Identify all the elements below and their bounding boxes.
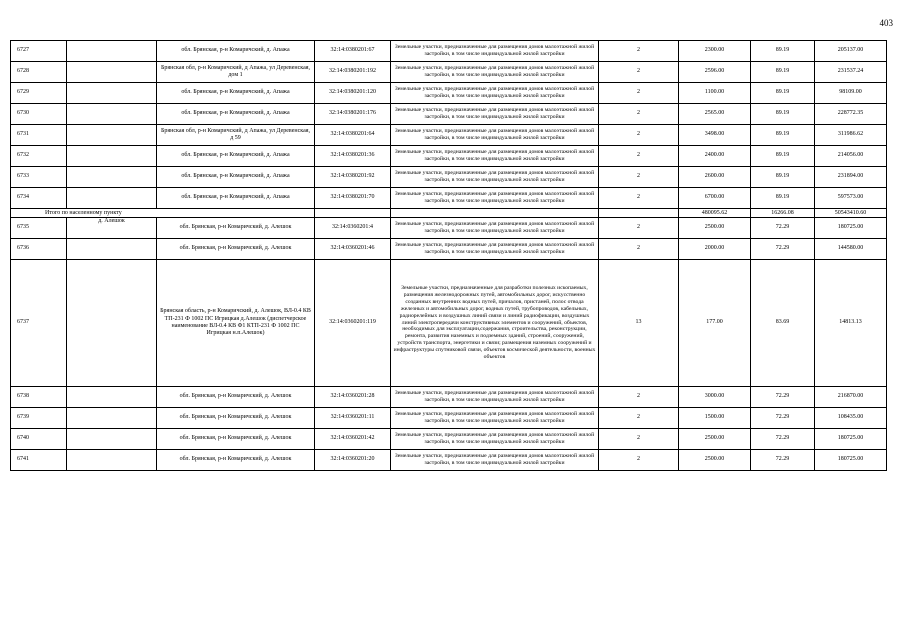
cadastral-value-cell: 98109.00 [815, 83, 887, 104]
settlement-cell [67, 387, 157, 408]
total-area: 480095.62 [679, 209, 751, 218]
row-number: 6740 [11, 429, 67, 450]
cadastral-number-cell: 32:14:0360201:119 [315, 260, 391, 387]
address-cell: Брянская область, р-н Комаричский, д. Алешок, ВЛ-0.4 КВ ТП-231 Ф 1002 ПС Игрицкая д.Алешок (диспетчерское наименование ВЛ-0.4 КВ Ф1 КТП-231 Ф 1002 ПС Игрицкая н.п.Алешок) [157, 260, 315, 387]
area-cell: 1100.00 [679, 83, 751, 104]
area-cell: 2596.00 [679, 62, 751, 83]
cadastral-number-cell: 32:14:0360201:20 [315, 450, 391, 471]
total-cadastral-value: 50543410.60 [815, 209, 887, 218]
specific-value-cell: 89.19 [751, 167, 815, 188]
cadastral-value-cell: 14813.13 [815, 260, 887, 387]
address-cell: обл. Брянская, р-н Комаричский, д. Апажа [157, 167, 315, 188]
row-number: 6733 [11, 167, 67, 188]
group-cell: 2 [599, 429, 679, 450]
group-cell: 2 [599, 188, 679, 209]
cadastral-value-cell: 180725.00 [815, 218, 887, 239]
group-cell: 2 [599, 218, 679, 239]
settlement-total-row [11, 209, 887, 218]
group-cell: 2 [599, 450, 679, 471]
area-cell: 2600.00 [679, 167, 751, 188]
cadastral-number-cell: 32:14:0380201:120 [315, 83, 391, 104]
row-number: 6731 [11, 125, 67, 146]
row-number: 6739 [11, 408, 67, 429]
table-row [11, 188, 887, 209]
cadastral-value-cell: 231894.00 [815, 167, 887, 188]
area-cell: 3000.00 [679, 387, 751, 408]
cadastral-number-cell: 32:14:0360201:28 [315, 387, 391, 408]
table-row [11, 450, 887, 471]
cadastral-value-cell: 180725.00 [815, 429, 887, 450]
settlement-cell [67, 41, 157, 62]
specific-value-cell: 72.29 [751, 429, 815, 450]
land-use-cell: Земельные участки, предназначенные для размещения домов малоэтажной жилой застройки, в том числе индивидуальной жилой застройки [391, 41, 599, 62]
land-use-cell: Земельные участки, предназначенные для размещения домов малоэтажной жилой застройки, в том числе индивидуальной жилой застройки [391, 408, 599, 429]
table-row [11, 125, 887, 146]
area-cell: 2500.00 [679, 429, 751, 450]
settlement-name: д. Алешок [67, 218, 157, 239]
group-cell: 2 [599, 83, 679, 104]
specific-value-cell: 89.19 [751, 125, 815, 146]
area-cell: 2000.00 [679, 239, 751, 260]
cadastral-number-cell: 32:14:0380201:92 [315, 167, 391, 188]
land-use-cell: Земельные участки, предназначенные для размещения домов малоэтажной жилой застройки, в том числе индивидуальной жилой застройки [391, 146, 599, 167]
specific-value-cell: 83.69 [751, 260, 815, 387]
table-row [11, 41, 887, 62]
table-row [11, 104, 887, 125]
cadastral-number-cell: 32:14:0380201:176 [315, 104, 391, 125]
cadastral-value-cell: 597573.00 [815, 188, 887, 209]
group-cell: 13 [599, 260, 679, 387]
cadastral-value-cell: 180725.00 [815, 450, 887, 471]
settlement-cell [67, 408, 157, 429]
cadastral-number-cell: 32:14:0360201:42 [315, 429, 391, 450]
address-cell: обл. Брянская, р-н Комаричский, д. Апажа [157, 104, 315, 125]
specific-value-cell: 72.29 [751, 387, 815, 408]
group-cell: 2 [599, 167, 679, 188]
area-cell: 1500.00 [679, 408, 751, 429]
specific-value-cell: 72.29 [751, 408, 815, 429]
address-cell: обл. Брянская, р-н Комаричский, д. Алешок [157, 239, 315, 260]
group-cell: 2 [599, 146, 679, 167]
row-number: 6735 [11, 218, 67, 239]
row-number: 6732 [11, 146, 67, 167]
land-use-cell: Земельные участки, предназначенные для размещения домов малоэтажной жилой застройки, в том числе индивидуальной жилой застройки [391, 239, 599, 260]
row-number: 6727 [11, 41, 67, 62]
address-cell: обл. Брянская, р-н Комаричский, д. Алешок [157, 218, 315, 239]
row-number: 6729 [11, 83, 67, 104]
row-number: 6738 [11, 387, 67, 408]
address-cell: Брянская обл, р-н Комаричский, д Апажа, ул Деревенская, дом 1 [157, 62, 315, 83]
group-cell: 2 [599, 239, 679, 260]
group-cell: 2 [599, 387, 679, 408]
table-row [11, 387, 887, 408]
cadastral-number-cell: 32:14:0380201:192 [315, 62, 391, 83]
cadastral-value-cell: 108435.00 [815, 408, 887, 429]
specific-value-cell: 89.19 [751, 83, 815, 104]
table-row [11, 408, 887, 429]
area-cell: 2500.00 [679, 450, 751, 471]
settlement-cell [67, 146, 157, 167]
address-cell: обл. Брянская, р-н Комаричский, д. Апажа [157, 146, 315, 167]
row-number: 6734 [11, 188, 67, 209]
land-use-cell: Земельные участки, предназначенные для размещения домов малоэтажной жилой застройки, в том числе индивидуальной жилой застройки [391, 188, 599, 209]
area-cell: 3498.00 [679, 125, 751, 146]
area-cell: 2400.00 [679, 146, 751, 167]
row-number: 6741 [11, 450, 67, 471]
area-cell: 2500.00 [679, 218, 751, 239]
address-cell: Брянская обл, р-н Комаричский, д Апажа, ул Деревенская, д 59 [157, 125, 315, 146]
settlement-cell [67, 83, 157, 104]
land-use-cell: Земельные участки, предназначенные для размещения домов малоэтажной жилой застройки, в том числе индивидуальной жилой застройки [391, 387, 599, 408]
table-row [11, 83, 887, 104]
specific-value-cell: 72.29 [751, 450, 815, 471]
cadastral-value-cell: 214056.00 [815, 146, 887, 167]
row-number: 6737 [11, 260, 67, 387]
group-cell: 2 [599, 408, 679, 429]
group-cell: 2 [599, 62, 679, 83]
land-use-cell: Земельные участки, предназначенные для размещения домов малоэтажной жилой застройки, в том числе индивидуальной жилой застройки [391, 450, 599, 471]
specific-value-cell: 89.19 [751, 146, 815, 167]
address-cell: обл. Брянская, р-н Комаричский, д. Алешок [157, 408, 315, 429]
cadastral-number-cell: 32:14:0360201:4 [315, 218, 391, 239]
cadastral-number-cell: 32:14:0360201:11 [315, 408, 391, 429]
settlement-cell [67, 125, 157, 146]
cadastral-number-cell: 32:14:0380201:70 [315, 188, 391, 209]
specific-value-cell: 89.19 [751, 188, 815, 209]
total-specific-value: 16266.08 [751, 209, 815, 218]
cadastral-value-cell: 228772.35 [815, 104, 887, 125]
land-use-cell: Земельные участки, предназначенные для размещения домов малоэтажной жилой застройки, в том числе индивидуальной жилой застройки [391, 167, 599, 188]
settlement-cell [67, 429, 157, 450]
cadastral-value-cell: 311986.62 [815, 125, 887, 146]
cadastral-value-cell: 144580.00 [815, 239, 887, 260]
specific-value-cell: 89.19 [751, 104, 815, 125]
empty-cell [599, 209, 679, 218]
address-cell: обл. Брянская, р-н Комаричский, д. Алешок [157, 387, 315, 408]
empty-cell [391, 209, 599, 218]
empty-cell [315, 209, 391, 218]
settlement-cell [67, 450, 157, 471]
settlement-cell [67, 104, 157, 125]
settlement-cell [67, 239, 157, 260]
cadastral-value-cell: 231537.24 [815, 62, 887, 83]
area-cell: 177.00 [679, 260, 751, 387]
total-label: Итого по населенному пункту [11, 209, 315, 218]
settlement-cell [67, 167, 157, 188]
group-cell: 2 [599, 125, 679, 146]
cadastral-number-cell: 32:14:0380201:67 [315, 41, 391, 62]
address-cell: обл. Брянская, р-н Комаричский, д. Алешок [157, 450, 315, 471]
land-use-cell: Земельные участки, предназначенные для размещения домов малоэтажной жилой застройки, в том числе индивидуальной жилой застройки [391, 218, 599, 239]
land-use-cell: Земельные участки, предназначенные для разработки полезных ископаемых, размещения железнодорожных путей, автомобильных дорог, искусственно созданных внутренних водных путей, причалов, пристаней, полос отвода железных и автомобильных дорог, водных путей, трубопроводов, кабельных, радиорелейных и воздушных линий связи и линий радиофикации, воздушных линий электропередачи конструктивных элементов и сооружений, объектов, необходимых для эксплуатации,содержания, строительства, реконструкции, ремонта, развития наземных и подземных зданий, строений, сооружений, устройств транспорта, энергетики и связи; размещения наземных сооружений и инфраструктуры спутниковой связи, объектов космической деятельности, военных объектов [391, 260, 599, 387]
row-number: 6736 [11, 239, 67, 260]
table-row [11, 218, 887, 239]
cadastral-number-cell: 32:14:0380201:36 [315, 146, 391, 167]
address-cell: обл. Брянская, р-н Комаричский, д. Апажа [157, 41, 315, 62]
specific-value-cell: 89.19 [751, 41, 815, 62]
settlement-cell [67, 260, 157, 387]
land-use-cell: Земельные участки, предназначенные для размещения домов малоэтажной жилой застройки, в том числе индивидуальной жилой застройки [391, 104, 599, 125]
settlement-cell [67, 188, 157, 209]
specific-value-cell: 72.29 [751, 239, 815, 260]
area-cell: 6700.00 [679, 188, 751, 209]
table-row [11, 239, 887, 260]
table-row [11, 429, 887, 450]
page-number: 403 [879, 18, 893, 28]
group-cell: 2 [599, 104, 679, 125]
row-number: 6728 [11, 62, 67, 83]
settlement-cell [67, 62, 157, 83]
land-use-cell: Земельные участки, предназначенные для размещения домов малоэтажной жилой застройки, в том числе индивидуальной жилой застройки [391, 62, 599, 83]
address-cell: обл. Брянская, р-н Комаричский, д. Апажа [157, 188, 315, 209]
cadastral-value-table [10, 40, 887, 471]
cadastral-number-cell: 32:14:0380201:64 [315, 125, 391, 146]
specific-value-cell: 89.19 [751, 62, 815, 83]
address-cell: обл. Брянская, р-н Комаричский, д. Апажа [157, 83, 315, 104]
table-row [11, 146, 887, 167]
area-cell: 2565.00 [679, 104, 751, 125]
land-use-cell: Земельные участки, предназначенные для размещения домов малоэтажной жилой застройки, в том числе индивидуальной жилой застройки [391, 429, 599, 450]
specific-value-cell: 72.29 [751, 218, 815, 239]
table-row [11, 62, 887, 83]
cadastral-value-cell: 205137.00 [815, 41, 887, 62]
row-number: 6730 [11, 104, 67, 125]
group-cell: 2 [599, 41, 679, 62]
cadastral-number-cell: 32:14:0360201:46 [315, 239, 391, 260]
area-cell: 2300.00 [679, 41, 751, 62]
land-use-cell: Земельные участки, предназначенные для размещения домов малоэтажной жилой застройки, в том числе индивидуальной жилой застройки [391, 83, 599, 104]
table-row [11, 260, 887, 387]
land-use-cell: Земельные участки, предназначенные для размещения домов малоэтажной жилой застройки, в том числе индивидуальной жилой застройки [391, 125, 599, 146]
address-cell: обл. Брянская, р-н Комаричский, д. Алешок [157, 429, 315, 450]
table-row [11, 167, 887, 188]
cadastral-value-cell: 216870.00 [815, 387, 887, 408]
